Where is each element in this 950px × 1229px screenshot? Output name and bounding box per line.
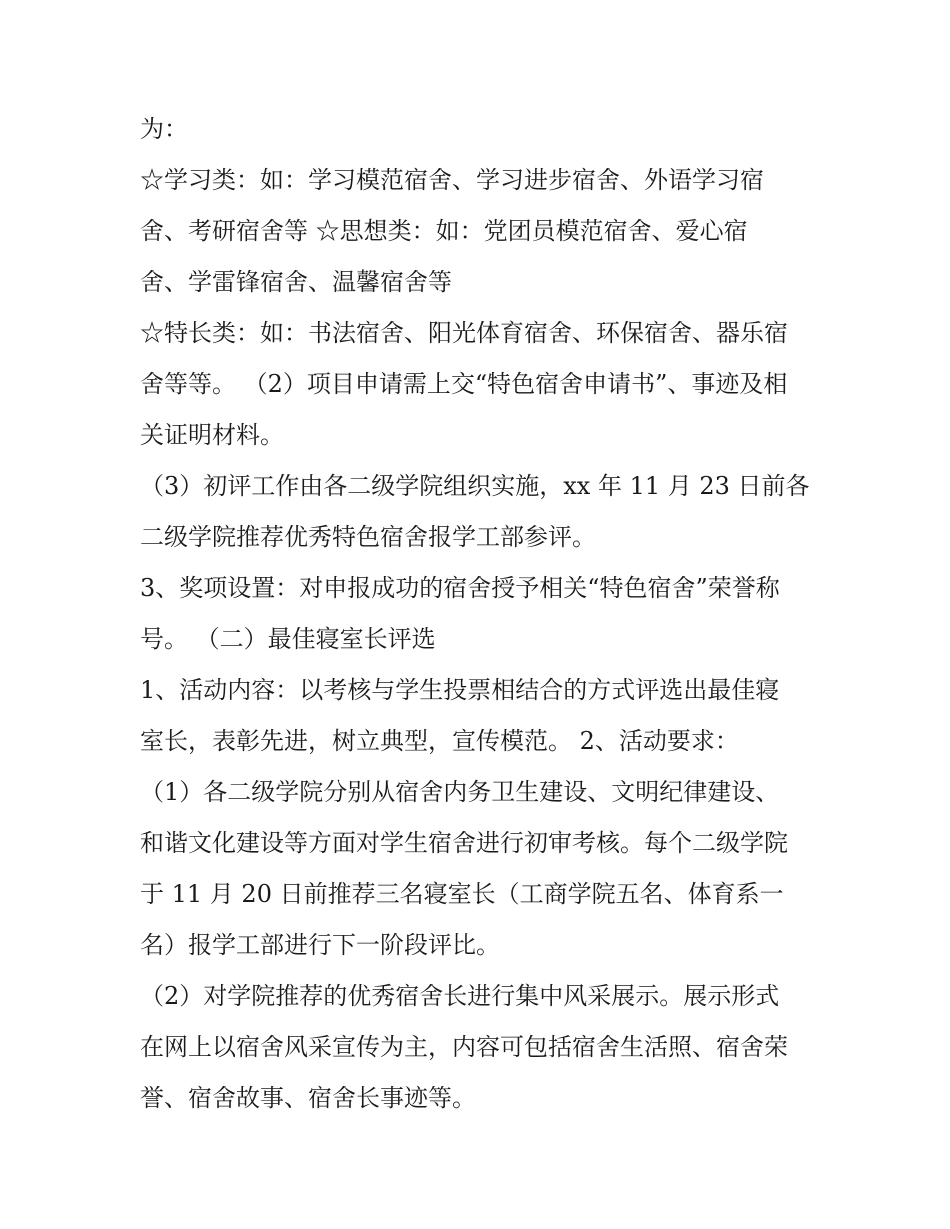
text-line: 和谐文化建设等方面对学生宿舍进行初审考核。每个二级学院 <box>140 829 788 857</box>
text-line: 舍、考研宿舍等 ☆思想类：如：党团员模范宿舍、爱心宿 <box>140 217 748 245</box>
text-line: 名）报学工部进行下一阶段评比。 <box>140 931 500 959</box>
text-line: 号。 （二）最佳寝室长评选 <box>140 625 436 653</box>
text-line: （2）对学院推荐的优秀宿舍长进行集中风采展示。展示形式 <box>140 982 780 1010</box>
text-line: 3、奖项设置：对申报成功的宿舍授予相关“特色宿舍”荣誉称 <box>140 574 780 602</box>
text-line: 誉、宿舍故事、宿舍长事迹等。 <box>140 1084 476 1112</box>
text-line: 舍等等。 （2）项目申请需上交“特色宿舍申请书”、事迹及相 <box>140 370 788 398</box>
text-line: ☆学习类：如：学习模范宿舍、学习进步宿舍、外语学习宿 <box>140 166 764 194</box>
text-line: （1）各二级学院分别从宿舍内务卫生建设、文明纪律建设、 <box>140 778 780 806</box>
text-line: （3）初评工作由各二级学院组织实施，xx 年 11 月 23 日前各 <box>140 472 810 500</box>
text-line: 为： <box>140 115 188 143</box>
text-line: ☆特长类：如：书法宿舍、阳光体育宿舍、环保宿舍、器乐宿 <box>140 319 788 347</box>
text-line: 关证明材料。 <box>140 421 284 449</box>
text-line: 于 11 月 20 日前推荐三名寝室长（工商学院五名、体育系一 <box>140 880 784 908</box>
text-line: 室长，表彰先进，树立典型，宣传模范。 2、活动要求： <box>140 727 739 755</box>
text-line: 在网上以宿舍风采宣传为主，内容可包括宿舍生活照、宿舍荣 <box>140 1033 788 1061</box>
text-line: 舍、学雷锋宿舍、温馨宿舍等 <box>140 268 452 296</box>
document-body <box>140 104 820 1124</box>
text-line: 1、活动内容：以考核与学生投票相结合的方式评选出最佳寝 <box>140 676 780 704</box>
text-line: 二级学院推荐优秀特色宿舍报学工部参评。 <box>140 523 596 551</box>
